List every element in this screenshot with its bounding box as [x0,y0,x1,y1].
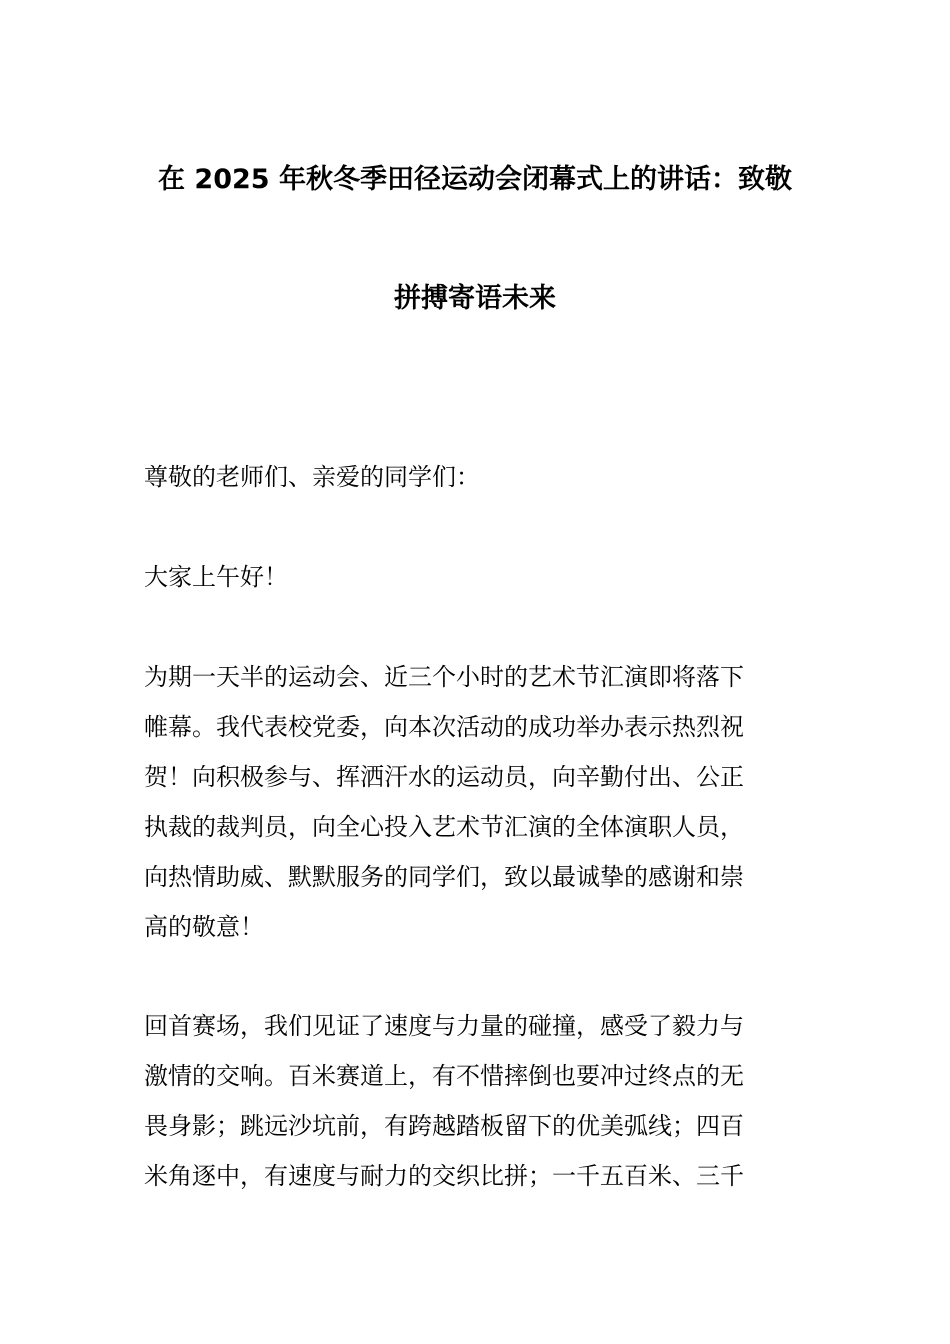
salutation [144,452,808,502]
paragraph-1-line: 执裁的裁判员，向全心投入艺术节汇演的全体演职人员， [144,813,744,841]
greeting [144,552,808,602]
document-title-line-1: 在 2025 年秋冬季田径运动会闭幕式上的讲话：致敬 [158,164,792,195]
paragraph-1 [144,652,808,952]
paragraph-1-line: 帷幕。我代表校党委，向本次活动的成功举办表示热烈祝 [144,713,744,741]
greeting-text: 大家上午好！ [144,563,288,591]
paragraph-1-line: 为期一天半的运动会、近三个小时的艺术节汇演即将落下 [144,663,744,691]
paragraph-1-line: 贺！向积极参与、挥洒汗水的运动员，向辛勤付出、公正 [144,763,744,791]
paragraph-2-line: 回首赛场，我们见证了速度与力量的碰撞，感受了毅力与 [144,1012,744,1040]
paragraph-2-line: 激情的交响。百米赛道上，有不惜摔倒也要冲过终点的无 [144,1062,744,1090]
paragraph-2-line: 畏身影；跳远沙坑前，有跨越踏板留下的优美弧线；四百 [144,1112,744,1140]
salutation-text: 尊敬的老师们、亲爱的同学们： [144,463,480,491]
document-title-line-2: 拼搏寄语未来 [394,283,556,314]
paragraph-1-line: 向热情助威、默默服务的同学们，致以最诚挚的感谢和崇 [144,863,744,891]
paragraph-2 [144,1001,808,1201]
paragraph-1-line: 高的敬意！ [144,913,264,941]
paragraph-2-line: 米角逐中，有速度与耐力的交织比拼；一千五百米、三千 [144,1162,744,1190]
